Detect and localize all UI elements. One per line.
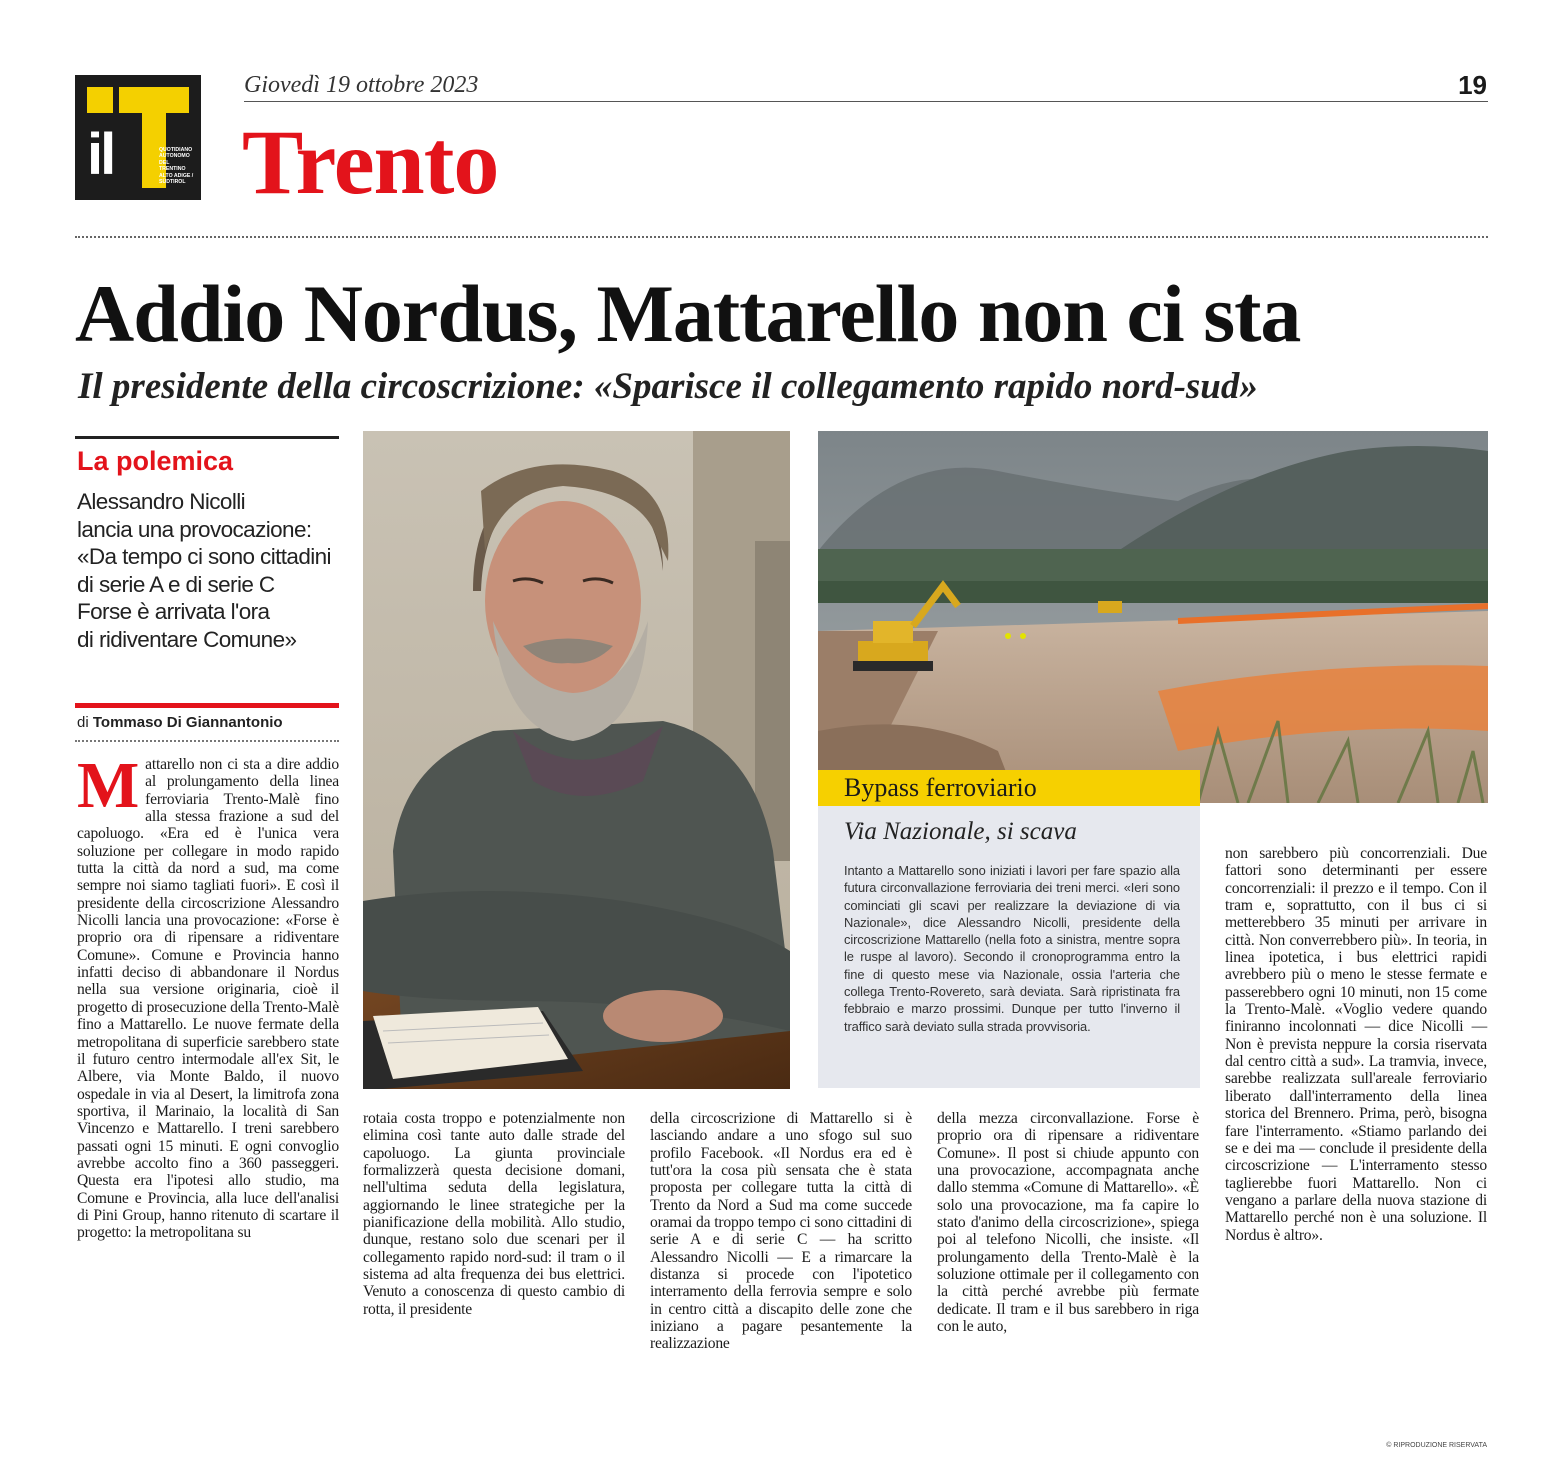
newspaper-logo <box>75 75 201 200</box>
box-label-text: Bypass ferroviario <box>844 773 1037 802</box>
logo-i-dot <box>87 87 113 113</box>
section-title: Trento <box>242 111 499 213</box>
quote-line: «Da tempo ci sono cittadini <box>77 544 331 569</box>
logo-tagline-line: ALTO ADIGE / <box>159 172 194 179</box>
quote-line: di serie A e di serie C <box>77 571 275 597</box>
article-headline: Addio Nordus, Mattarello non ci sta <box>75 268 1301 359</box>
sidebar-top-rule <box>75 436 339 439</box>
box-label <box>818 770 1200 806</box>
logo-tagline-line: AUTONOMO <box>159 153 190 160</box>
byline <box>77 714 283 731</box>
construction-site-image <box>818 431 1488 803</box>
byline-prefix: di <box>77 714 89 731</box>
article-column-1 <box>77 749 339 1242</box>
logo-t-bar <box>119 87 189 113</box>
article-column-5: non sarebbero più concorrenziali. Due fattori sono determinanti per essere concorrenziali: il prezzo e il tempo. Con il tram e, soprattutto, con il bus ci si metterebbero 35 minuti per arrivare in città. Non converrebbero più». In teoria, in linea ipotetica, i bus elettrici rapidi avrebbero più o meno le stesse fermate e passerebbero ogni 10 minuti, non 15 come la Trento-Malè. «Voglio vedere quando finiranno incolonnati — dice Nicolli — Non è prevista neppure la corsia riservata dal centro città a sud». La tramvia, invece, sarebbe realizzata sull'areale ferroviario liberato dall'interramento della linea storica del Brennero. Prima, però, bisogna fare l'interramento. «Stiamo parlando dei se e dei ma — conclude il presidente della circoscrizione — L'interramento stesso taglierebbe fuori Mattarello. Non ci vengano a parlare della nuova stazione di Mattarello perché non è una soluzione. Il Nordus è altro». <box>1225 845 1487 1244</box>
byline-dots <box>75 740 339 742</box>
portrait-image <box>363 431 790 1089</box>
quote-line: lancia una provocazione: <box>77 516 312 542</box>
construction-site-photo <box>818 431 1488 803</box>
logo-tagline-line: DEL TRENTINO <box>159 159 186 173</box>
article-column-2: rotaia costa troppo e potenzialmente non elimina così tante auto dalle strade del capoluogo. La giunta provinciale formalizzerà questa decisione domani, nell'ultima seduta della legislatura, aggiornando le linee strategiche per la pianificazione della mobilità. Allo studio, dunque, restano solo due scenari per il collegamento rapido nord-sud: il tram o il sistema ad alta frequenza dei bus elettrici. Venuto a conoscenza di questo cambio di rotta, il presidente <box>363 1110 625 1318</box>
logo-tagline <box>159 147 197 185</box>
section-divider <box>75 236 1488 238</box>
logo-il-text: il <box>87 122 114 187</box>
box-text: Intanto a Mattarello sono iniziati i lavori per fare spazio alla futura circonvallazione ferroviaria dei treni merci. «Ieri sono cominciati gli scavi per realizzare la deviazione di via Nazionale», dice Alessandro Nicolli, presidente della circoscrizione Mattarello (nella foto a sinistra, mentre sopra le ruspe al lavoro). Secondo il cronoprogramma entro la fine di questo mese via Nazionale, ossia l'arteria che collega Trento-Rovereto, sarà deviata. Sarà ripristinata fra febbraio e marzo prossimi. Dunque per tutto l'inverno il traffico sarà deviato sulla strada provvisoria. <box>844 863 1180 1034</box>
issue-date: Giovedì 19 ottobre 2023 <box>244 72 479 98</box>
sidebar-quote <box>77 488 341 653</box>
quote-line: Alessandro Nicolli <box>77 489 246 514</box>
article-column-4: della mezza circonvallazione. Forse è proprio ora di ripensare a ridiventare Comune». Il post si chiude appunto con una provocazione, accompagnata anche dallo stemma «Comune di Mattarello». «È solo una provocazione, ma fa capire lo stato d'animo della circoscrizione», spiega poi al telefono Nicolli, che insiste. «Il prolungamento della Trento-Malè è la soluzione ottimale per il collegamento con la città perché avrebbe più fermate dedicate. Il tram e il bus sarebbero in riga con le auto, <box>937 1110 1199 1336</box>
article-column-3: della circoscrizione di Mattarello si è lasciando andare a uno sfogo sul suo profilo Facebook. «Il Nordus era ed è tutt'ora la cosa più sensata che è stata proposta per collegare tutta la città di Trento da Nord a Sud ma come succede oramai da troppo tempo ci sono cittadini di serie A e di serie C — ha scritto Alessandro Nicolli — E a rimarcare la distanza si procede con l'ipotetico interramento della ferrovia sempre e solo in centro città a discapito delle zone che iniziano a pagare pesantemente la realizzazione <box>650 1110 912 1353</box>
box-title: Via Nazionale, si scava <box>844 818 1077 845</box>
byline-rule <box>75 703 339 708</box>
page-number: 19 <box>1458 70 1487 100</box>
quote-line: Forse è arrivata l'ora <box>77 599 270 624</box>
dropcap: M <box>77 749 140 822</box>
portrait-photo <box>363 431 790 1089</box>
logo-tagline-line: SÜDTIROL <box>159 179 186 186</box>
header-rule <box>244 101 1488 102</box>
quote-line: di ridiventare Comune» <box>77 626 297 652</box>
logo-tagline-line: QUOTIDIANO <box>159 147 193 153</box>
byline-author: Tommaso Di Giannantonio <box>92 714 283 731</box>
article-subheadline: Il presidente della circoscrizione: «Sparisce il collegamento rapido nord-sud» <box>78 366 1258 407</box>
column-text: attarello non ci sta a dire addio al prolungamento della linea ferroviaria Trento-Malè fino alla stessa frazione a sud del capoluogo. «Era ed è l'unica vera soluzione per collegare in modo rapido tutta la città da nord a sud, ma come sempre noi siamo tagliati fuori». E così il presidente della circoscrizione Alessandro Nicolli lancia una provocazione: «Forse è proprio ora di ripensare a ridiventare Comune». Comune e Provincia hanno infatti deciso di abbandonare il Nordus nella sua versione originaria, cioè il progetto di prosecuzione della Trento-Malè fino a Mattarello. Le nuove fermate della metropolitana di superficie sarebbero state il futuro centro intermodale all'ex Sit, le Albere, via Monte Baldo, il nuovo ospedale in via al Desert, la limitrofa zona sportiva, il Marinaio, la località di San Vincenzo e Mattarello. I treni sarebbero passati ogni 15 minuti. E ogni convoglio avrebbe accolto fino a 360 passeggeri. Questa era l'ipotesi allo studio, ma Comune e Provincia, alla luce dell'analisi di Pini Group, hanno ritenuto di scartare il progetto: la metropolitana su <box>77 756 339 1242</box>
copyright-notice: © RIPRODUZIONE RISERVATA <box>1386 1442 1487 1449</box>
article-kicker: La polemica <box>77 446 234 476</box>
